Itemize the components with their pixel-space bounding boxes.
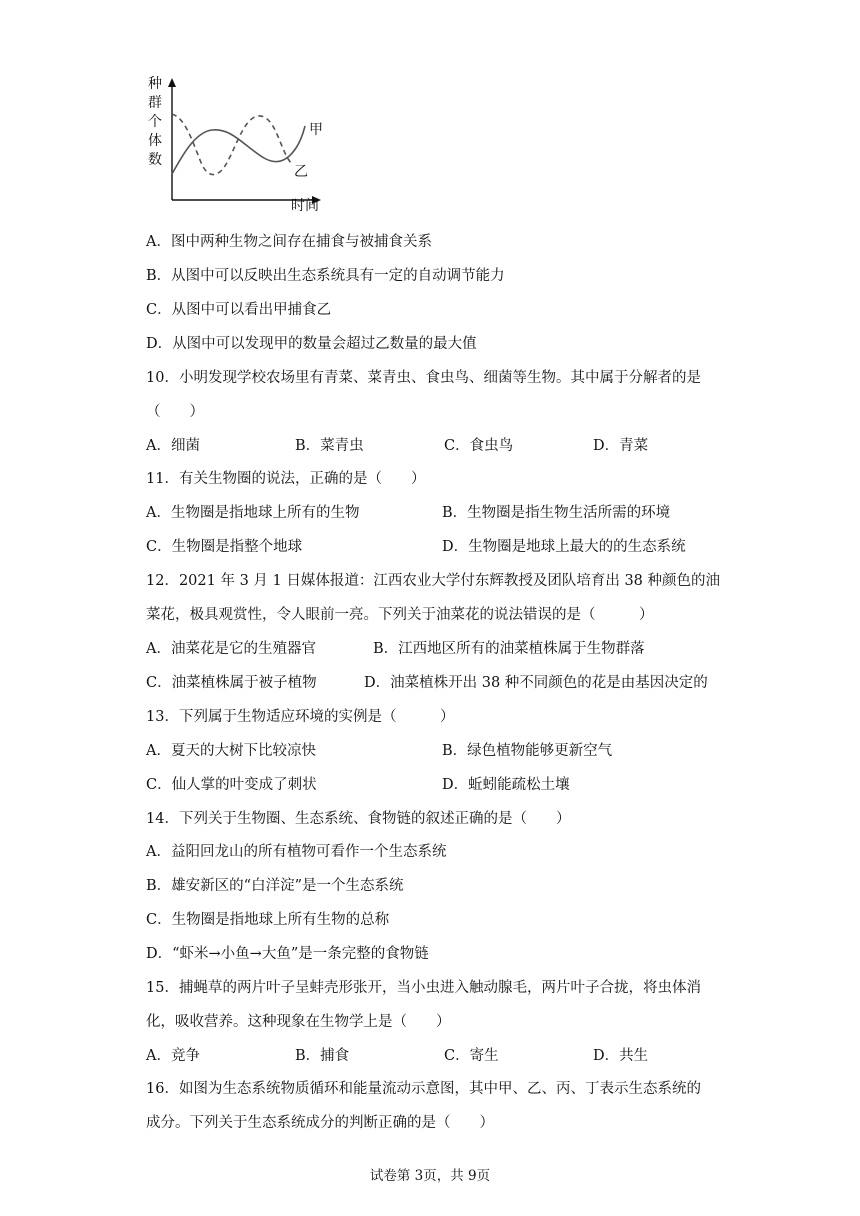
q12-option-a: A．油菜花是它的生殖器官	[146, 641, 316, 657]
q16-stem-cont: 成分。下列关于生态系统成分的判断正确的是（ ）	[146, 1115, 494, 1131]
q10-option-a: A．细菌	[146, 438, 200, 454]
q10-option-d: D．青菜	[593, 438, 649, 454]
q15-option-b: B．捕食	[295, 1048, 350, 1064]
q9-option-d: D．从图中可以发现甲的数量会超过乙数量的最大值	[146, 336, 477, 352]
q11-option-d: D．生物圈是地球上最大的的生态系统	[442, 539, 686, 555]
q13-option-c: C．仙人掌的叶变成了刺状	[146, 777, 317, 793]
population-figure	[140, 72, 340, 220]
q11-option-c: C．生物圈是指整个地球	[146, 539, 303, 555]
q9-option-b: B．从图中可以反映出生态系统具有一定的自动调节能力	[146, 268, 505, 284]
y-axis-label-char: 体	[148, 133, 162, 149]
page-footer: 试卷第 3页，共 9页	[369, 1168, 491, 1184]
q12-option-c: C．油菜植株属于被子植物	[146, 675, 317, 691]
q10-stem: 10．小明发现学校农场里有青菜、菜青虫、食虫鸟、细菌等生物。其中属于分解者的是	[146, 370, 701, 386]
q10-option-b: B．菜青虫	[295, 438, 364, 454]
q15-option-d: D．共生	[593, 1048, 649, 1064]
y-axis-label-char: 数	[148, 152, 162, 168]
y-axis-label	[146, 75, 164, 170]
q14-stem: 14．下列关于生物圈、生态系统、食物链的叙述正确的是（ ）	[146, 811, 571, 827]
q15-options	[146, 1044, 726, 1064]
q11-options-row2	[146, 535, 726, 555]
q9-option-a: A．图中两种生物之间存在捕食与被捕食关系	[146, 234, 432, 250]
q16-stem: 16．如图为生态系统物质循环和能量流动示意图，其中甲、乙、丙、丁表示生态系统的	[146, 1081, 701, 1097]
q13-options-row2	[146, 773, 726, 793]
q12-options-row1	[146, 637, 726, 657]
q14-option-d: D．“虾米→小鱼→大鱼”是一条完整的食物链	[146, 946, 429, 962]
y-axis-label-char: 个	[148, 114, 162, 130]
q11-options-row1	[146, 501, 726, 521]
q13-stem: 13．下列属于生物适应环境的实例是（ ）	[146, 709, 455, 725]
y-axis-label-char: 种	[148, 76, 162, 92]
y-axis-label-char: 群	[148, 95, 162, 111]
x-axis-label: 时间	[291, 198, 319, 214]
q9-option-c: C．从图中可以看出甲捕食乙	[146, 302, 332, 318]
series-jia-line	[172, 126, 305, 174]
q11-stem: 11．有关生物圈的说法，正确的是（ ）	[146, 471, 426, 487]
q11-option-b: B．生物圈是指生物生活所需的环境	[442, 505, 671, 521]
q14-option-b: B．雄安新区的“白洋淀”是一个生态系统	[146, 878, 404, 894]
q10-option-c: C．食虫鸟	[444, 438, 514, 454]
q14-option-a: A．益阳回龙山的所有植物可看作一个生态系统	[146, 844, 447, 860]
q13-option-b: B．绿色植物能够更新空气	[442, 743, 613, 759]
q13-option-a: A．夏天的大树下比较凉快	[146, 743, 316, 759]
y-axis-arrow	[168, 78, 176, 87]
q15-stem: 15．捕蝇草的两片叶子呈蚌壳形张开，当小虫进入触动腺毛，两片叶子合拢，将虫体消	[146, 980, 701, 996]
q13-options-row1	[146, 739, 726, 759]
q15-option-c: C．寄生	[444, 1048, 499, 1064]
q12-stem: 12．2021 年 3 月 1 日媒体报道：江西农业大学付东辉教授及团队培育出 38 种颜色的油	[146, 573, 721, 589]
q11-option-a: A．生物圈是指地球上所有的生物	[146, 505, 360, 521]
q12-options-row2	[146, 671, 726, 691]
series-label-jia: 甲	[309, 122, 323, 138]
q10-options	[146, 434, 726, 454]
q14-option-c: C．生物圈是指地球上所有生物的总称	[146, 912, 390, 928]
series-label-yi: 乙	[294, 164, 308, 180]
q12-option-b: B．江西地区所有的油菜植株属于生物群落	[373, 641, 645, 657]
q15-option-a: A．竞争	[146, 1048, 200, 1064]
q12-option-d: D．油菜植株开出 38 种不同颜色的花是由基因决定的	[364, 675, 708, 691]
q10-stem-cont: （ ）	[146, 404, 204, 420]
q13-option-d: D．蚯蚓能疏松土壤	[442, 777, 570, 793]
q15-stem-cont: 化，吸收营养。这种现象在生物学上是（ ）	[146, 1014, 451, 1030]
q12-stem-cont: 菜花，极具观赏性，令人眼前一亮。下列关于油菜花的说法错误的是（ ）	[146, 607, 654, 623]
